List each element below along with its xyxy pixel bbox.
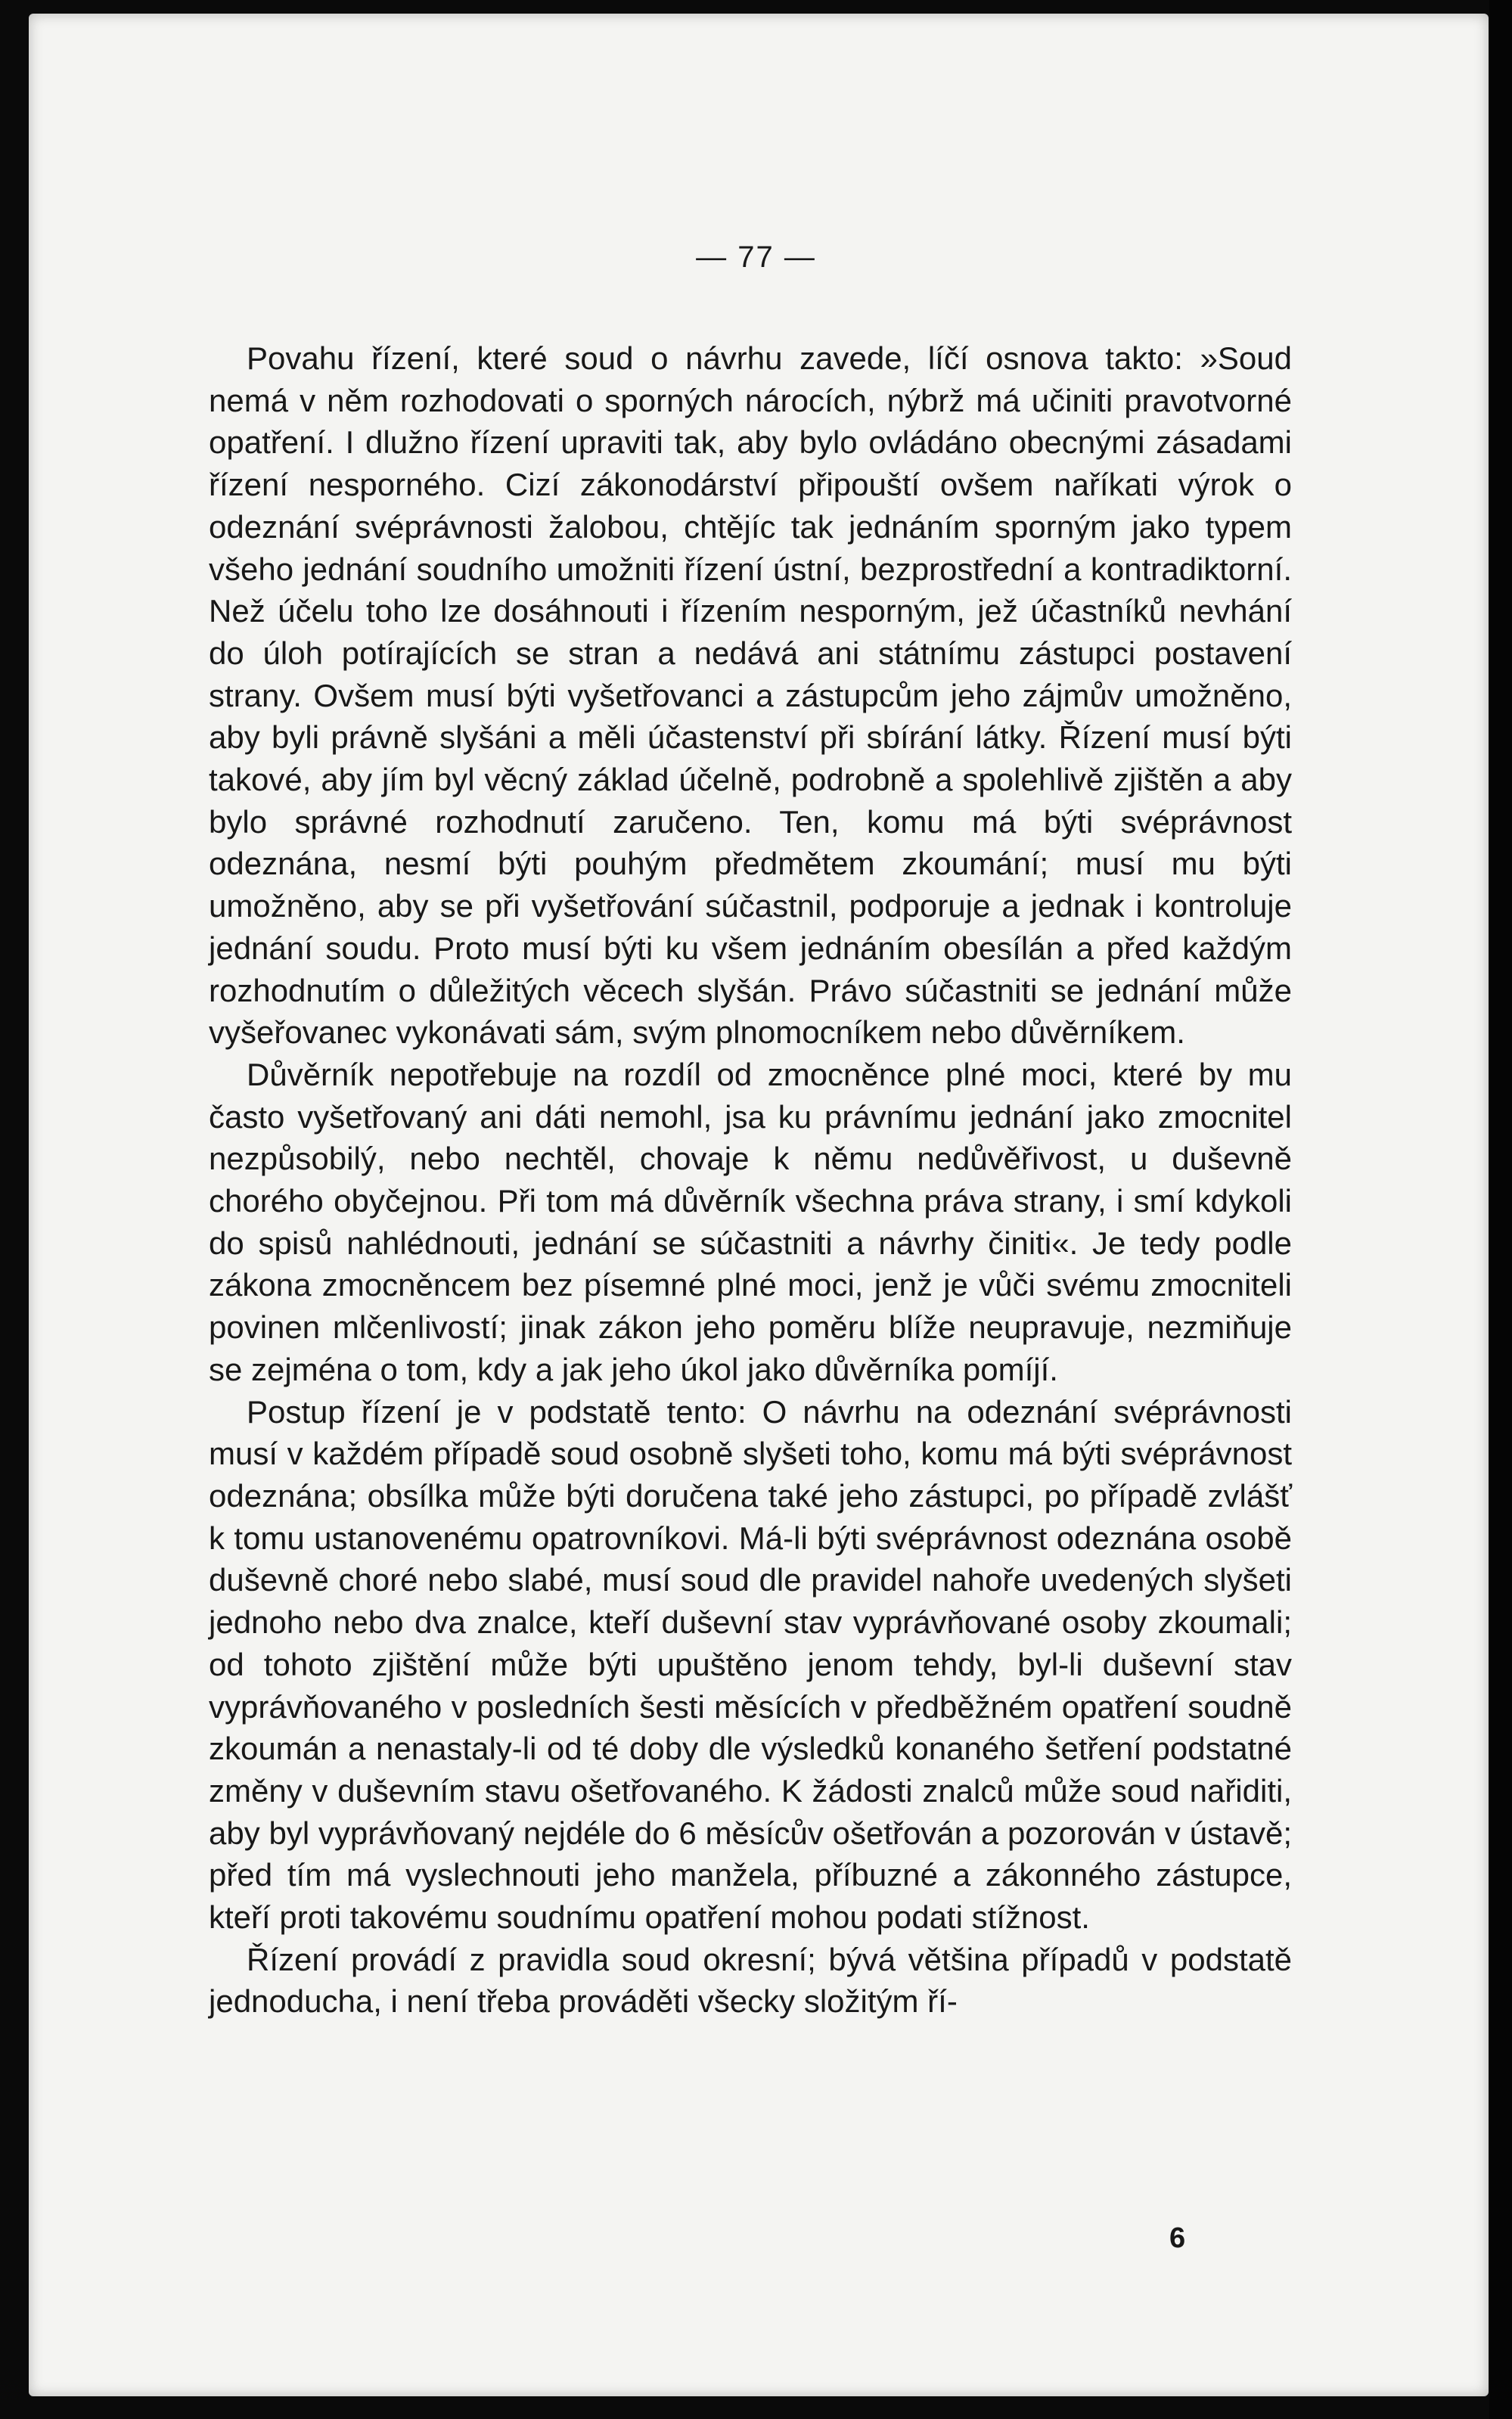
paragraph-2: Důvěrník nepotřebuje na rozdíl od zmocněnce plné moci, které by mu často vyšetřovaný ani dáti nemohl, jsa ku právnímu jednání jako zmocnitel nezpůsobilý, nebo nechtěl, chovaje k němu nedůvěřivost, u duševně chorého obyčejnou. Při tom má důvěrník všechna práva strany, i smí kdykoli do spisů nahlédnouti, jednání se súčastniti a návrhy činiti«. Je tedy podle zákona zmocněncem bez písemné plné moci, jenž je vůči svému zmocniteli povinen mlčenlivostí; jinak zákon jeho poměru blíže neupravuje, nezmiňuje se zejména o tom, kdy a jak jeho úkol jako důvěrníka pomíjí. — [209, 1056, 1292, 1387]
signature-mark: 6 — [1169, 2222, 1186, 2254]
scan-border — [1489, 0, 1512, 2419]
page-body — [209, 337, 1292, 2023]
paragraph-1: Povahu řízení, které soud o návrhu zavede, líčí osnova takto: »Soud nemá v něm rozhodovati o sporných nárocích, nýbrž má učiniti pravotvorné opatření. I dlužno řízení upraviti tak, aby bylo ovládáno obecnými zásadami řízení nesporného. Cizí zákonodárství připouští ovšem naříkati výrok o odeznání svéprávnosti žalobou, chtějíc tak jednáním sporným jako typem všeho jednání soudního umožniti řízení ústní, bezprostřední a kontradiktorní. Než účelu toho lze dosáhnouti i řízením nesporným, jež účastníků nevhání do úloh potírajících se stran a nedává ani státnímu zástupci postavení strany. Ovšem musí býti vyšetřovanci a zástupcům jeho zájmův umožněno, aby byli právně slyšáni a měli účastenství při sbírání látky. Řízení musí býti takové, aby jím byl věcný základ účelně, podrobně a spolehlivě zjištěn a aby bylo správné rozhodnutí zaručeno. Ten, komu má býti svéprávnost odeznána, nesmí býti pouhým předmětem zkoumání; musí mu býti umožněno, aby se při vyšetřování súčastnil, podporuje a jednak i kontroluje jednání soudu. Proto musí býti ku všem jednáním obesílán a před každým rozhodnutím o důležitých věcech slyšán. Právo súčastniti se jednání může vyšeřovanec vykonávati sám, svým plnomocníkem nebo důvěrníkem. — [209, 340, 1292, 1051]
page-number: — 77 — — [696, 241, 816, 274]
paragraph-3: Postup řízení je v podstatě tento: O návrhu na odeznání svéprávnosti musí v každém případě soud osobně slyšeti toho, komu má býti svéprávnost odeznána; obsílka může býti doručena také jeho zástupci, po případě zvlášť k tomu ustanovenému opatrovníkovi. Má-li býti svéprávnost odeznána osobě duševně choré nebo slabé, musí soud dle pravidel nahoře uvedených slyšeti jednoho nebo dva znalce, kteří duševní stav vyprávňované osoby zkoumali; od tohoto zjištění může býti upuštěno jenom tehdy, byl-li duševní stav vyprávňovaného v posledních šesti měsících v předběžném opatření soudně zkoumán a nenastaly-li od té doby dle výsledků konaného šetření podstatné změny v duševním stavu ošetřovaného. K žádosti znalců může soud nařiditi, aby byl vyprávňovaný nejdéle do 6 měsícův ošetřován a pozorován v ústavě; před tím má vyslechnouti jeho manžela, příbuzné a zákonného zástupce, kteří proti takovému soudnímu opatření mohou podati stížnost. — [209, 1393, 1292, 1936]
paragraph-4: Řízení provádí z pravidla soud okresní; bývá většina případů v podstatě jednoducha, i není třeba prováděti všecky složitým ří- — [209, 1941, 1292, 2020]
